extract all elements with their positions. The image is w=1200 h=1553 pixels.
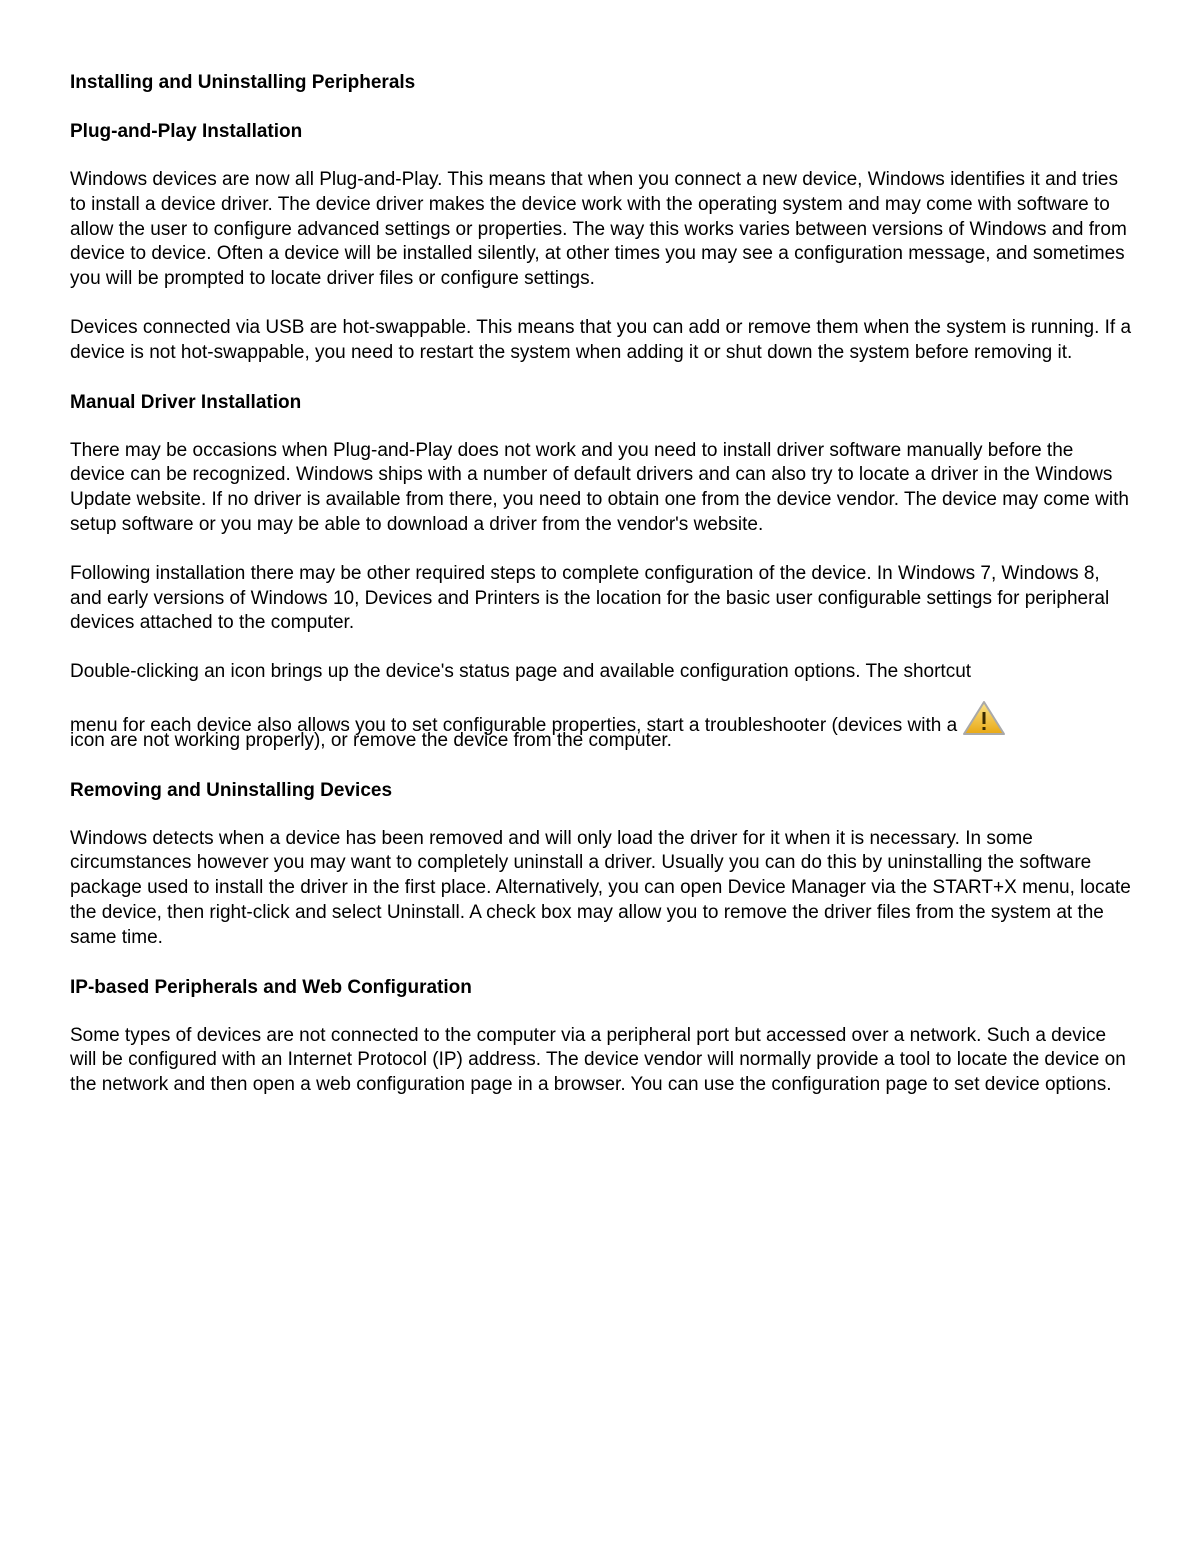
section-heading-plug-and-play: Plug-and-Play Installation <box>70 121 303 142</box>
section-heading-removing-devices: Removing and Uninstalling Devices <box>70 779 393 801</box>
paragraph: Windows detects when a device has been removed and will only load the driver for it when it is necessary. In some circumstances however you may want to completely uninstall a driver. Usually you can do this by uninstalling the software package used to install the driver in the first place. Alternatively, you can open Device Manager via the START+X menu, locate the device, then right-click and select Uninstall. A check box may allow you to remove the driver files from the system at the same time. <box>70 827 1131 948</box>
section-heading-ip-based: IP-based Peripherals and Web Configuration <box>70 976 472 998</box>
warning-triangle-icon <box>961 699 1007 737</box>
icon-paragraph-line-2: menu for each device also allows you to set configurable properties, start a troubleshooter (devices with a <box>70 714 958 736</box>
icon-paragraph <box>70 660 1132 753</box>
paragraph: Some types of devices are not connected to the computer via a peripheral port but accessed over a network. Such a device will be configured with an Internet Protocol (IP) address. The device vendor will normally provide a tool to locate the device on the network and then open a web configuration page in a browser. You can use the configuration page to set device options. <box>70 1024 1126 1096</box>
document-title: Installing and Uninstalling Peripherals <box>70 72 416 93</box>
paragraph: Windows devices are now all Plug-and-Play. This means that when you connect a new device, Windows identifies it and tries to install a device driver. The device driver makes the device work with the operating system and may come with software to allow the user to configure advanced settings or properties. The way this works varies between versions of Windows and from device to device. Often a device will be installed silently, at other times you may see a configuration message, and sometimes you will be prompted to locate driver files or configure settings. <box>70 169 1127 290</box>
icon-paragraph-line-1: Double-clicking an icon brings up the device's status page and available configuration options. The shortcut <box>70 661 972 683</box>
icon-paragraph-line-3: icon are not working properly), or remove the device from the computer. <box>70 729 672 751</box>
document-page <box>70 70 1132 1098</box>
paragraph: Following installation there may be other required steps to complete configuration of the device. In Windows 7, Windows 8, and early versions of Windows 10, Devices and Printers is the location for the basic user configurable settings for peripheral devices attached to the computer. <box>70 562 1110 634</box>
section-heading-manual-driver: Manual Driver Installation <box>70 391 302 413</box>
paragraph: Devices connected via USB are hot-swappable. This means that you can add or remove them when the system is running. If a device is not hot-swappable, you need to restart the system when adding it or shut down the system before removing it. <box>70 316 1132 363</box>
paragraph: There may be occasions when Plug-and-Play does not work and you need to install driver software manually before the device can be recognized. Windows ships with a number of default drivers and can also try to locate a driver in the Windows Update website. If no driver is available from there, you need to obtain one from the device vendor. The device may come with setup software or you may be able to download a driver from the vendor's website. <box>70 439 1129 535</box>
